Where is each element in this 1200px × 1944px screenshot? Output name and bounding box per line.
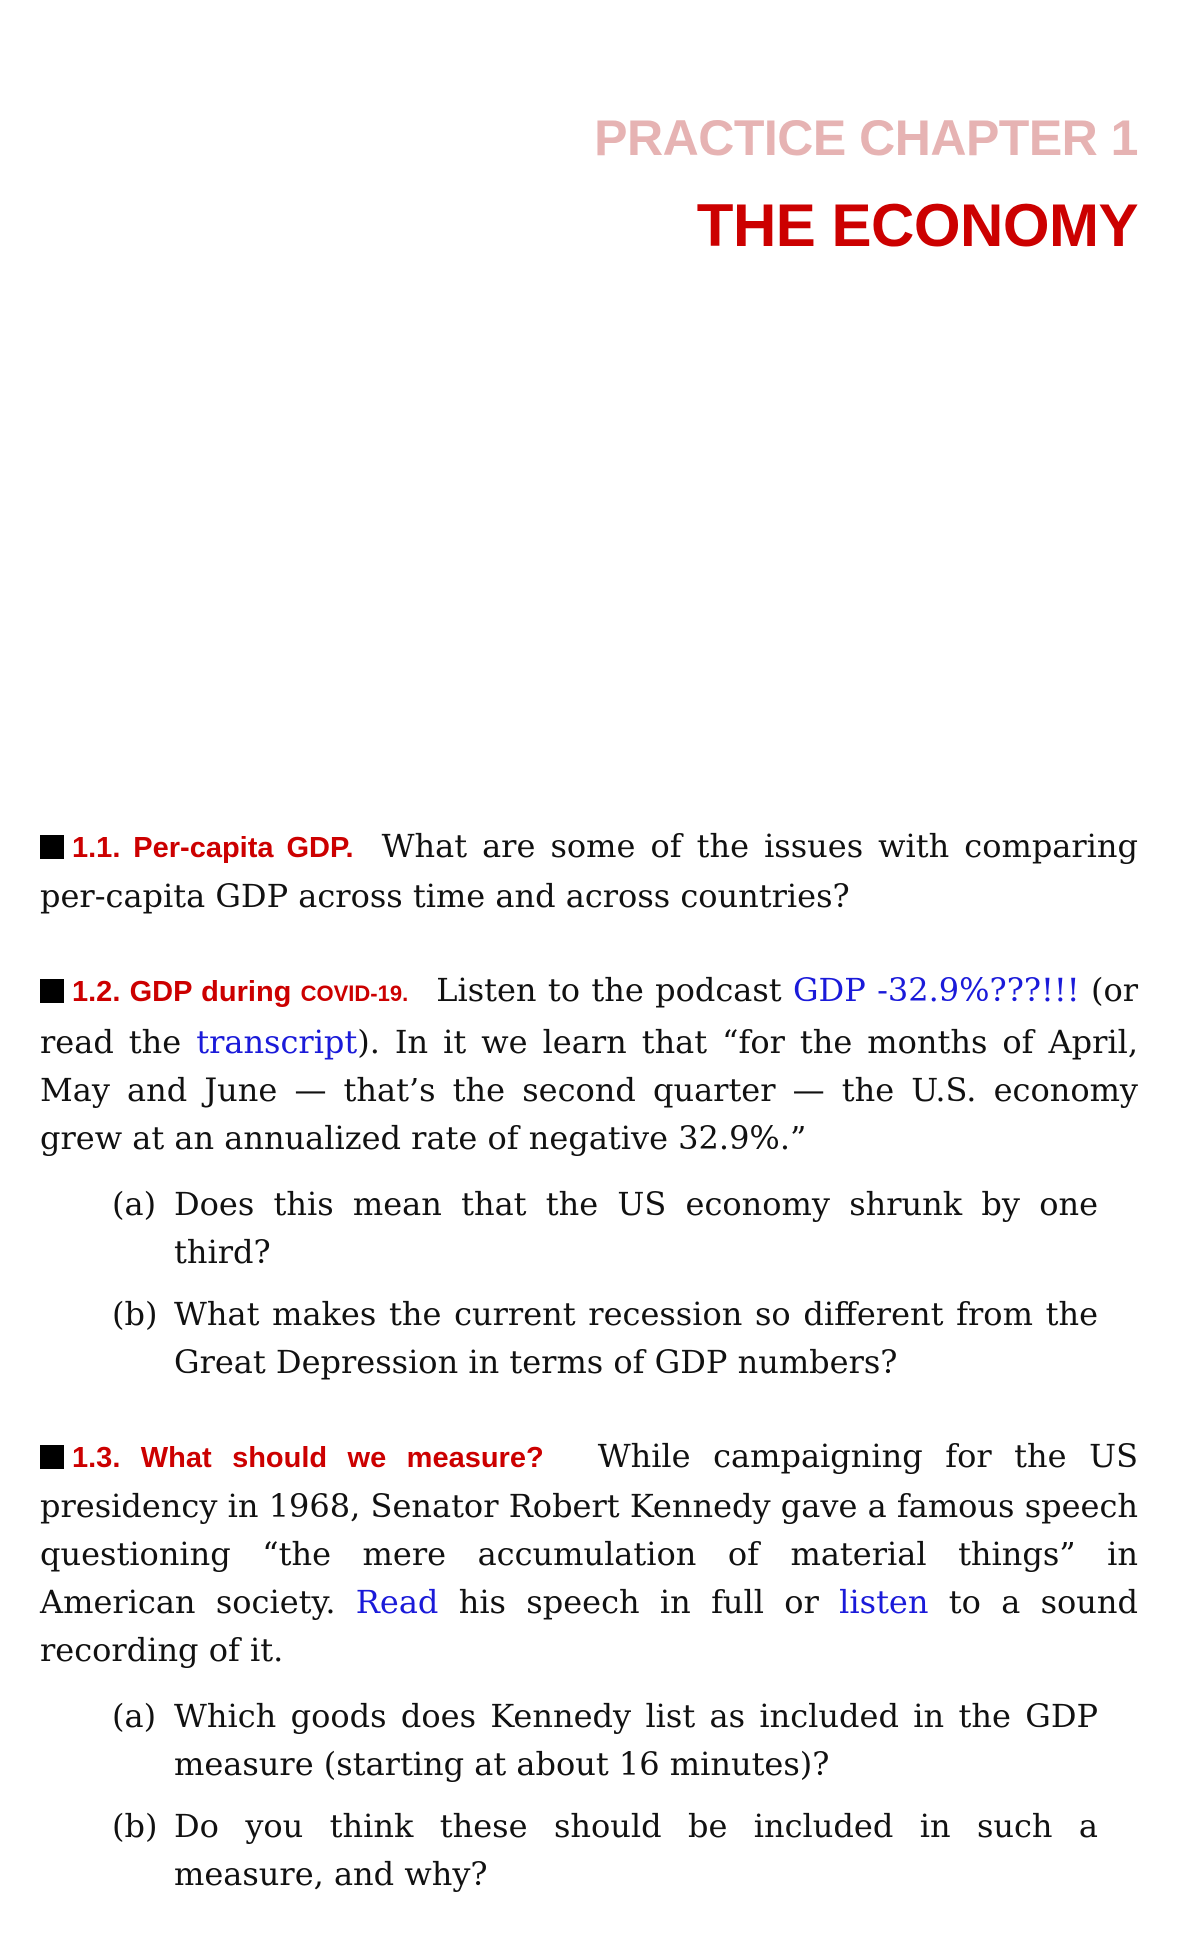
chapter-kicker: PRACTICE CHAPTER 1 [594, 110, 1138, 166]
subpart-item [112, 1692, 1138, 1788]
read-speech-link[interactable]: Read [355, 1583, 439, 1621]
problem-1-3-middle: his speech in full or [438, 1583, 840, 1621]
problem-1-1-heading: 1.1. Per-capita GDP. [72, 832, 354, 864]
subpart-text: What makes the current recession so different from the Great Depression in terms of GDP numbers? [174, 1295, 1098, 1381]
problem-1-3 [40, 1432, 1138, 1898]
subpart-text: Do you think these should be included in such a measure, and why? [174, 1807, 1098, 1893]
listen-recording-link[interactable]: listen [839, 1583, 929, 1621]
problem-1-1 [40, 822, 1138, 920]
subpart-item [112, 1180, 1138, 1276]
chapter-title: THE ECONOMY [696, 192, 1138, 259]
problem-1-2-quote: ). In it we learn that “for the months of April, May and June — that’s the second quarter — the U.S. economy grew at an annualized rate of negative 32.9%.” [40, 1023, 1139, 1157]
problem-marker-icon [40, 979, 64, 1003]
problem-1-2-intro: Listen to the podcast [436, 971, 793, 1009]
podcast-link[interactable]: GDP -32.9%???!!! [792, 971, 1080, 1009]
subpart-label: (a) [112, 1185, 157, 1223]
subpart-item [112, 1290, 1138, 1386]
problem-marker-icon [40, 835, 64, 859]
problem-1-2-heading-smallcaps: COVID-19. [300, 981, 409, 1006]
problem-1-2-heading [72, 976, 408, 1008]
problem-marker-icon [40, 1445, 64, 1469]
subpart-text: Does this mean that the US economy shrunk by one third? [174, 1185, 1098, 1271]
subpart-text: Which goods does Kennedy list as included in the GDP measure (starting at about 16 minutes)? [174, 1697, 1098, 1783]
problem-1-3-heading: 1.3. What should we measure? [72, 1442, 544, 1474]
problem-1-3-subparts [40, 1692, 1138, 1898]
problem-1-2-paren: (or read the [40, 971, 1139, 1061]
subpart-item [112, 1802, 1138, 1898]
problem-1-2 [40, 966, 1138, 1386]
problem-1-1-text: What are some of the issues with comparing per-capita GDP across time and across countries? [40, 827, 1139, 915]
problem-1-2-heading-text: 1.2. GDP during [72, 976, 301, 1008]
subpart-label: (b) [112, 1295, 158, 1333]
problem-1-3-end: to a sound recording of it. [40, 1583, 1138, 1669]
problem-list [40, 822, 1138, 1944]
problem-1-2-subparts [40, 1180, 1138, 1386]
subpart-label: (b) [112, 1807, 158, 1845]
problem-1-3-intro: While campaigning for the US presidency in 1968, Senator Robert Kennedy gave a famous speech questioning “the mere accumulation of material things” in American society. [40, 1437, 1139, 1621]
subpart-label: (a) [112, 1697, 157, 1735]
transcript-link[interactable]: transcript [196, 1023, 358, 1061]
chapter-header [594, 108, 1138, 262]
